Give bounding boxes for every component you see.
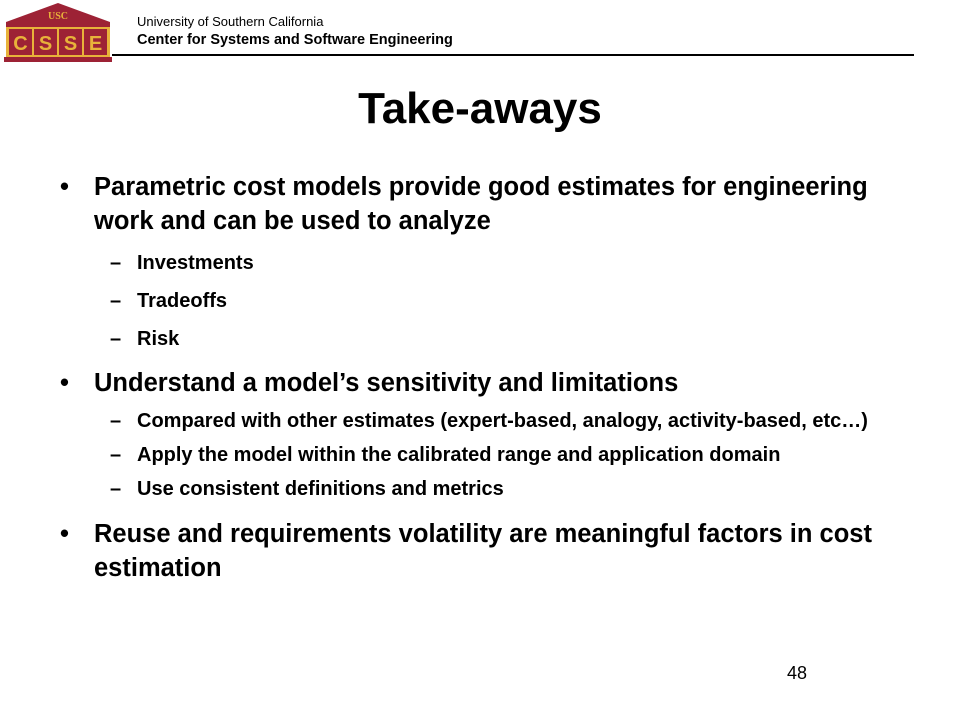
sub-bullet-item — [60, 289, 910, 314]
usc-csse-logo — [4, 2, 112, 64]
sub-bullet-item — [60, 251, 910, 276]
sub-bullet-item — [60, 477, 910, 502]
bullet-text: Parametric cost models provide good estimates for engineering work and can be used to analyze — [94, 173, 868, 235]
csse-building-logo-icon — [4, 2, 112, 64]
dash-icon: – — [110, 410, 122, 432]
organization-header — [137, 12, 453, 50]
sub-bullet-list — [60, 251, 910, 352]
sub-bullet-text: Apply the model within the calibrated range and application domain — [137, 444, 781, 466]
logo-letter-4: E — [88, 33, 103, 55]
logo-usc-text: USC — [47, 11, 69, 22]
logo-letter-1: C — [13, 33, 28, 55]
dash-icon: – — [110, 252, 122, 274]
bullet-item — [60, 170, 910, 238]
dash-icon: – — [110, 290, 122, 312]
dash-icon: – — [110, 478, 122, 500]
sub-bullet-text: Use consistent definitions and metrics — [137, 478, 504, 500]
sub-bullet-item — [60, 443, 910, 468]
sub-bullet-text: Risk — [137, 328, 180, 350]
bullet-text: Understand a model’s sensitivity and limitations — [94, 369, 679, 397]
logo-letter-3: S — [63, 33, 78, 55]
sub-bullet-list — [60, 409, 910, 502]
center-name: Center for Systems and Software Engineering — [137, 32, 453, 48]
bullet-icon: • — [60, 369, 69, 397]
page-number: 48 — [787, 663, 808, 683]
slide-title: Take-aways — [358, 84, 602, 133]
bullet-text: Reuse and requirements volatility are meaningful factors in cost estimation — [94, 520, 872, 582]
sub-bullet-text: Compared with other estimates (expert-based, analogy, activity-based, etc…) — [137, 410, 868, 432]
bullet-item — [60, 366, 910, 400]
logo-letter-2: S — [38, 33, 53, 55]
dash-icon: – — [110, 328, 122, 350]
header-divider — [112, 54, 914, 56]
sub-bullet-text: Tradeoffs — [137, 290, 228, 312]
bullet-icon: • — [60, 520, 69, 548]
dash-icon: – — [110, 444, 122, 466]
sub-bullet-item — [60, 409, 910, 434]
university-name: University of Southern California — [137, 14, 324, 29]
slide-content — [60, 170, 910, 585]
sub-bullet-text: Investments — [137, 252, 254, 274]
bullet-item — [60, 517, 910, 585]
sub-bullet-item — [60, 327, 910, 352]
bullet-icon: • — [60, 173, 69, 201]
